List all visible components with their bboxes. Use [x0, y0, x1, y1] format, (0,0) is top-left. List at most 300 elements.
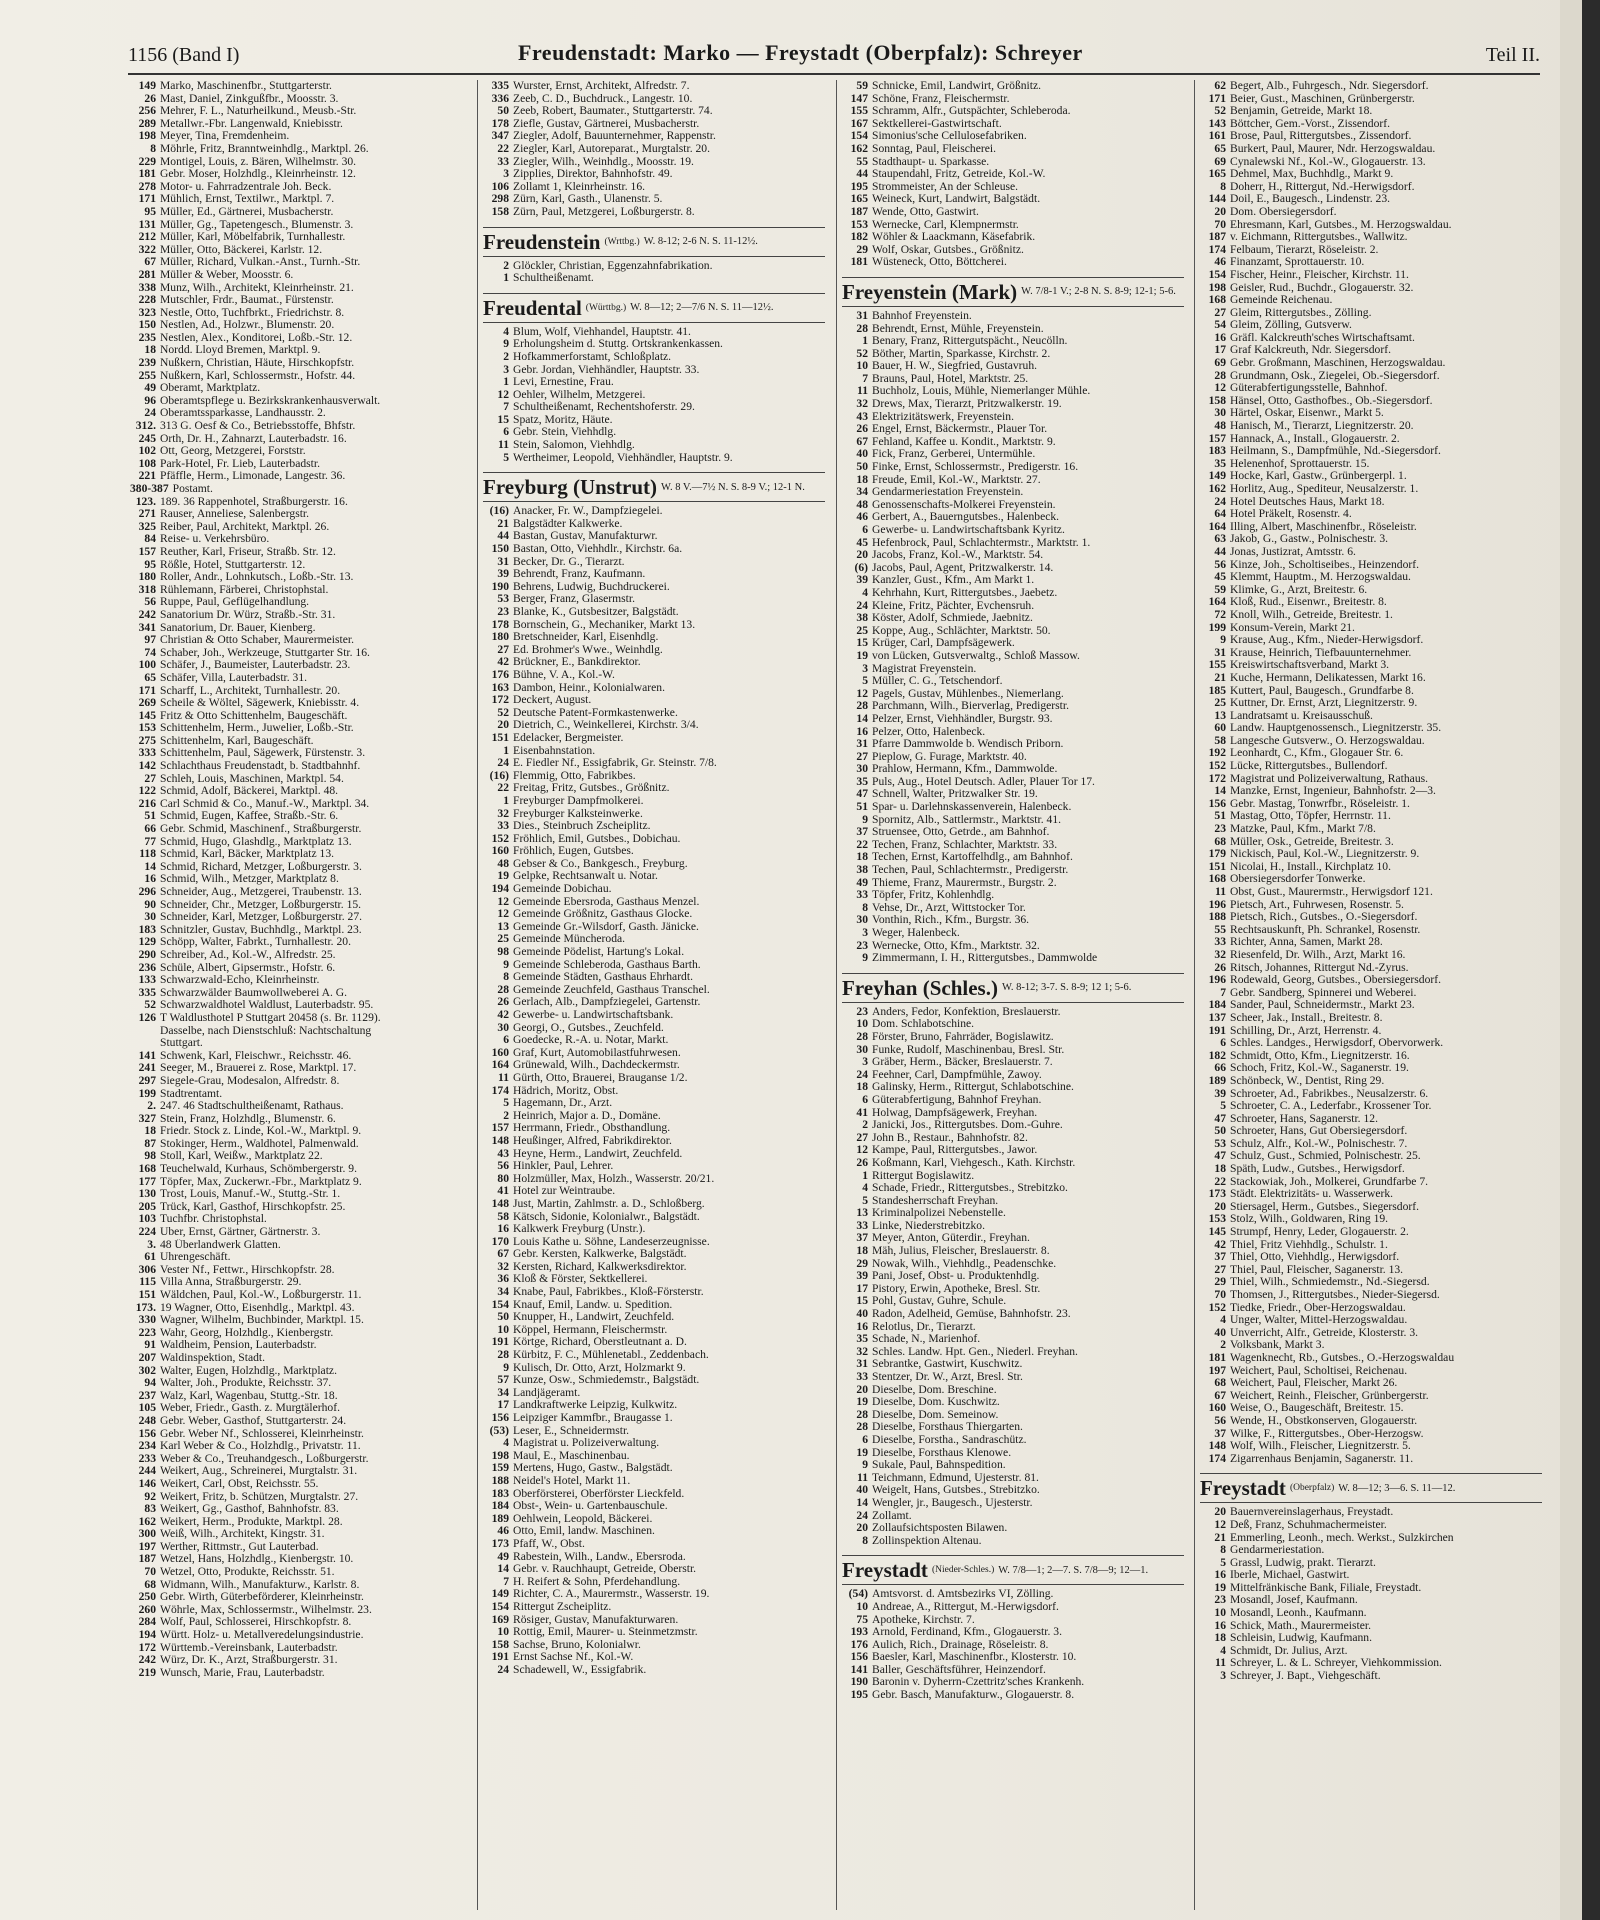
subscriber-name: Müller, Karl, Möbelfabrik, Turnhallestr. [160, 231, 346, 244]
subscriber-name: Rodewald, Georg, Gutsbes., Obersiegersdorf. [1230, 974, 1442, 987]
subscriber-name: Schmidt, Dr. Julius, Arzt. [1230, 1644, 1348, 1657]
subscriber-name: Schwarzwälder Baumwollweberei A. G. [160, 986, 348, 999]
subscriber-name: Schade, N., Marienhof. [872, 1333, 981, 1346]
directory-entry [842, 801, 1184, 814]
subscriber-name: Unger, Walter, Mittel-Herzogswaldau. [1230, 1314, 1408, 1327]
phone-number: 250 [138, 1591, 156, 1604]
subscriber-name: Schick, Math., Maurermeister. [1230, 1619, 1372, 1632]
subscriber-name: Erholungsheim d. Stuttg. Ortskrankenkassen. [513, 338, 723, 351]
column-3 [842, 80, 1184, 1910]
phone-number: 173 [1208, 1188, 1226, 1201]
directory-entry [1200, 470, 1542, 483]
subscriber-name: Brückner, E., Bankdirektor. [513, 656, 641, 669]
subscriber-name: Begert, Alb., Fuhrgesch., Ndr. Siegersdorf. [1230, 80, 1429, 92]
subscriber-name: Benjamin, Getreide, Markt 18. [1230, 105, 1373, 118]
phone-number: 40 [856, 1484, 868, 1497]
phone-number: 23 [497, 606, 509, 618]
subscriber-name: Ernst Sachse Nf., Kol.-W. [513, 1651, 634, 1664]
phone-number: 168 [1208, 294, 1226, 307]
subscriber-name: Christian & Otto Schaber, Maurermeister. [160, 634, 355, 647]
subscriber-name: Schultheißenamt, Rechentshoferstr. 29. [513, 401, 695, 414]
directory-entry [1200, 1453, 1542, 1466]
phone-number: 1 [503, 794, 509, 807]
phone-number: 323 [138, 306, 156, 319]
page-header [128, 40, 1540, 70]
directory-entry [483, 1437, 825, 1450]
subscriber-name: Stolz, Wilh., Goldwaren, Ring 19. [1230, 1213, 1389, 1226]
directory-entry [130, 1339, 472, 1352]
phone-number: 149 [491, 1588, 509, 1601]
subscriber-name: Wende, H., Obstkonserven, Glogauerstr. [1230, 1414, 1418, 1427]
phone-number: 221 [138, 470, 156, 483]
subscriber-name: Prahlow, Hermann, Kfm., Dammwolde. [872, 763, 1058, 776]
subscriber-name: Stoll, Karl, Weißw., Marktplatz 22. [160, 1150, 323, 1163]
subscriber-name: Schleisin, Ludwig, Kaufmann. [1230, 1632, 1373, 1645]
subscriber-name: Ott, Georg, Metzgerei, Forststr. [160, 445, 306, 458]
subscriber-name: Gemeinde Größnitz, Gasthaus Glocke. [513, 908, 693, 921]
subscriber-name: Müller, Osk., Getreide, Breitestr. 3. [1230, 835, 1394, 848]
subscriber-name: Richter, Anna, Samen, Markt 28. [1230, 936, 1383, 949]
phone-number: 56 [497, 1160, 509, 1173]
subscriber-name: Emmerling, Leonh., mech. Werkst., Sulzkirchen [1230, 1531, 1454, 1544]
directory-entry [842, 398, 1184, 411]
phone-number: 40 [856, 448, 868, 461]
subscriber-name: Kleine, Fritz, Pächter, Evchensruh. [872, 599, 1035, 612]
phone-number: 380-387 [130, 483, 169, 495]
subscriber-name: 48 Überlandwerk Glatten. [160, 1238, 281, 1251]
subscriber-name: Seeger, M., Brauerei z. Rose, Marktpl. 17. [160, 1062, 357, 1075]
subscriber-name: Eisenbahnstation. [513, 744, 596, 757]
phone-number: 103 [138, 1213, 156, 1226]
directory-entry [483, 1085, 825, 1098]
subscriber-name: Reuther, Karl, Friseur, Straßb. Str. 12. [160, 545, 336, 558]
subscriber-name: Spar- u. Darlehnskassenverein, Halenbeck. [872, 801, 1072, 814]
subscriber-name: Zollamt 1, Kleinrheinstr. 16. [513, 180, 646, 193]
subscriber-name: T Waldlusthotel P Stuttgart 20458 (s. Br. 1129). [160, 1011, 381, 1024]
phone-number: 255 [138, 369, 156, 382]
subscriber-name: Rottig, Emil, Maurer- u. Steinmetzmstr. [513, 1626, 698, 1639]
phone-number: 298 [491, 193, 509, 206]
directory-entry [483, 1072, 825, 1085]
directory-entry [130, 1037, 472, 1050]
phone-number: 27 [1214, 306, 1226, 319]
phone-number: 70 [1214, 1289, 1226, 1301]
subscriber-name: Wagner, Wilhelm, Buchbinder, Marktpl. 15. [160, 1314, 364, 1327]
subscriber-name: Doherr, H., Rittergut, Nd.-Herwigsdorf. [1230, 180, 1415, 193]
subscriber-name: Nestlen, Alex., Konditorei, Loßb.-Str. 12. [160, 331, 353, 344]
directory-entry [1200, 873, 1542, 886]
directory-entry [842, 1081, 1184, 1094]
running-title: Freudenstadt: Marko — Freystadt (Oberpfalz): Schreyer [518, 40, 1083, 65]
directory-entry [842, 1182, 1184, 1195]
directory-entry [130, 1025, 472, 1038]
directory-entry [842, 889, 1184, 902]
phone-number: 10 [856, 1600, 868, 1613]
subscriber-name: Schlachthaus Freudenstadt, b. Stadtbahnhf. [160, 760, 361, 773]
subscriber-name: Holwag, Dampfsägewerk, Freyhan. [872, 1106, 1038, 1119]
directory-entry [483, 1097, 825, 1110]
directory-entry [483, 1160, 825, 1173]
phone-number: 14 [497, 1563, 509, 1576]
subscriber-name: Klemmt, Hauptm., M. Herzogswaldau. [1230, 571, 1411, 584]
directory-entry [130, 319, 472, 332]
directory-entry [842, 118, 1184, 131]
phone-number: 170 [491, 1235, 509, 1248]
column-1 [130, 80, 472, 1910]
directory-entry [1200, 798, 1542, 811]
subscriber-name: Knupper, H., Landwirt, Zeuchfeld. [513, 1311, 675, 1324]
phone-number: 66 [144, 823, 156, 836]
subscriber-name: Pieplow, G. Furage, Marktstr. 40. [872, 750, 1027, 763]
phone-number: 167 [850, 117, 868, 130]
phone-number: 74 [144, 646, 156, 659]
directory-entry [842, 323, 1184, 336]
directory-entry [130, 1138, 472, 1151]
subscriber-name: Schittenhelm, Herm., Juwelier, Loßb.-Str. [160, 722, 354, 735]
directory-entry [842, 1639, 1184, 1652]
directory-entry [130, 420, 472, 433]
subscriber-name: Schittenhelm, Karl, Baugeschäft. [160, 734, 314, 747]
subscriber-name: Gebr. Mastag, Tonwrfbr., Röseleistr. 1. [1230, 797, 1410, 810]
directory-entry [130, 307, 472, 320]
directory-entry [842, 1676, 1184, 1689]
subscriber-name: Waldheim, Pension, Lauterbadstr. [160, 1339, 317, 1352]
phone-number: 151 [1208, 860, 1226, 873]
directory-entry [842, 1447, 1184, 1460]
directory-entry [1200, 1125, 1542, 1138]
directory-entry [130, 156, 472, 169]
directory-entry [483, 272, 825, 285]
directory-entry [130, 962, 472, 975]
subscriber-name: Geisler, Rud., Buchdr., Glogauerstr. 32. [1230, 281, 1414, 294]
phone-number: 17 [497, 1399, 509, 1412]
phone-number: 153 [850, 218, 868, 231]
directory-entry [1200, 357, 1542, 370]
subscriber-name: Bahnhof Freyenstein. [872, 309, 972, 322]
subscriber-name: Galinsky, Herm., Rittergut, Schlabotschine. [872, 1081, 1074, 1094]
directory-entry [842, 1270, 1184, 1283]
phone-number: 18 [144, 344, 156, 357]
directory-entry [483, 1362, 825, 1375]
directory-entry [842, 1472, 1184, 1485]
subscriber-name: Gewerbe- u. Landwirtschaftsbank. [513, 1009, 674, 1021]
directory-entry [842, 1220, 1184, 1233]
phone-number: 302 [138, 1364, 156, 1377]
phone-number: 21 [1214, 1531, 1226, 1544]
subscriber-name: Hotel zur Weintraube. [513, 1185, 616, 1198]
directory-entry [1200, 571, 1542, 584]
directory-entry [483, 1551, 825, 1564]
subscriber-name: Zeeb, Robert, Baumater., Stuttgarterstr. 74. [513, 105, 713, 118]
directory-entry [130, 1516, 472, 1529]
subscriber-name: Uber, Ernst, Gärtner, Gärtnerstr. 3. [160, 1226, 321, 1239]
directory-entry [1200, 1339, 1542, 1352]
phone-number: 1 [503, 272, 509, 285]
phone-number: 2 [503, 1109, 509, 1122]
subscriber-name: Gräber, Herm., Bäcker, Breslauerstr. 7. [872, 1056, 1053, 1069]
directory-entry [130, 609, 472, 622]
subscriber-name: Grundmann, Osk., Ziegelei, Ob.-Siegersdorf. [1230, 369, 1440, 382]
directory-entry [130, 269, 472, 282]
subscriber-name: Schwarzwald-Echo, Kleinrheinstr. [160, 974, 320, 987]
subscriber-name: Sukale, Paul, Bahnspedition. [872, 1459, 1006, 1472]
subscriber-name: Marko, Maschinenfbr., Stuttgarterstr. [160, 80, 332, 92]
subscriber-name: Mast, Daniel, Zinkgußfbr., Moosstr. 3. [160, 92, 339, 105]
subscriber-name: Schmid, Wilh., Metzger, Marktplatz 8. [160, 873, 339, 886]
subscriber-name: Motor- u. Fahrradzentrale Joh. Beck. [160, 180, 332, 193]
directory-entry [483, 1022, 825, 1035]
phone-number: 84 [144, 533, 156, 546]
directory-entry [483, 1425, 825, 1438]
directory-entry [1200, 609, 1542, 622]
directory-entry [842, 156, 1184, 169]
phone-number: 52 [497, 706, 509, 719]
subscriber-name: Neidel's Hotel, Markt 11. [513, 1474, 631, 1487]
phone-number: 10 [497, 1323, 509, 1336]
phone-number: 41 [856, 1106, 868, 1119]
phone-number: 137 [1208, 1011, 1226, 1024]
subscriber-name: Güterabfertigungsstelle, Bahnhof. [1230, 382, 1388, 395]
directory-entry [842, 1497, 1184, 1510]
directory-entry [483, 1185, 825, 1198]
subscriber-name: Kuche, Hermann, Delikatessen, Markt 16. [1230, 671, 1426, 684]
phone-number: 67 [144, 256, 156, 269]
directory-entry [483, 1664, 825, 1677]
subscriber-name: Rittergut Zscheiplitz. [513, 1600, 612, 1613]
phone-number: 27 [497, 643, 509, 656]
subscriber-name: Dom. Schlabotschine. [872, 1018, 975, 1031]
subscriber-name: Felbaum, Tierarzt, Röseleistr. 2. [1230, 243, 1379, 256]
directory-entry [842, 839, 1184, 852]
subscriber-name: Hocke, Karl, Gastw., Grünbergerpl. 1. [1230, 470, 1407, 483]
phone-number: 24 [497, 1663, 509, 1676]
phone-number: 256 [138, 105, 156, 118]
directory-entry [842, 1031, 1184, 1044]
subscriber-name: Knabe, Paul, Fabrikbes., Kloß-Försterstr. [513, 1286, 704, 1299]
subscriber-name: Volksbank, Markt 3. [1230, 1339, 1325, 1352]
subscriber-name: Linke, Niederstrebitzko. [872, 1219, 985, 1232]
subscriber-name: Rühlemann, Färberei, Christophstal. [160, 583, 329, 596]
subscriber-name: Stokinger, Herm., Waldhotel, Palmenwald. [160, 1137, 359, 1150]
subscriber-name: Dieselbe, Dom. Semeinow. [872, 1408, 999, 1421]
subscriber-name: Müller, Gg., Tapetengesch., Blumenstr. 3. [160, 218, 354, 231]
phone-number: 33 [1214, 936, 1226, 949]
subscriber-name: Schulz, Alfr., Kol.-W., Polnischestr. 7. [1230, 1137, 1408, 1150]
subscriber-name: Fischer, Heinr., Fleischer, Kirchstr. 11. [1230, 268, 1409, 281]
directory-entry [842, 1295, 1184, 1308]
phone-number: 15 [856, 637, 868, 650]
subscriber-name: Zimmermann, I. H., Rittergutsbes., Dammwolde [872, 952, 1098, 965]
subscriber-name: Techen, Franz, Schlachter, Marktstr. 33. [872, 838, 1058, 851]
phone-number: 55 [856, 155, 868, 168]
directory-entry [130, 1239, 472, 1252]
subscriber-name: Weichert, Reinh., Fleischer, Grünbergerstr. [1230, 1389, 1429, 1402]
phone-number: 318 [138, 583, 156, 596]
directory-entry [1200, 445, 1542, 458]
directory-entry [1200, 1201, 1542, 1214]
subscriber-name: Gräfl. Kalckreuth'sches Wirtschaftsamt. [1230, 331, 1415, 344]
phone-number: 13 [1214, 709, 1226, 722]
subscriber-name: Klimke, G., Arzt, Breitestr. 6. [1230, 583, 1368, 596]
phone-number: 32 [856, 1345, 868, 1358]
directory-entry [1200, 848, 1542, 861]
phone-number: 50 [497, 105, 509, 118]
directory-entry [483, 1475, 825, 1488]
directory-entry [483, 732, 825, 745]
subscriber-name: Stentzer, Dr. W., Arzt, Bresl. Str. [872, 1371, 1023, 1383]
phone-number: 11 [498, 439, 509, 452]
directory-entry [842, 499, 1184, 512]
phone-number: 129 [138, 936, 156, 949]
town-heading [483, 293, 825, 323]
phone-number: 143 [1208, 117, 1226, 130]
phone-number: 19 [497, 870, 509, 883]
directory-entry [842, 411, 1184, 424]
subscriber-name: Gebr. v. Rauchhaupt, Getreide, Oberstr. [513, 1563, 697, 1576]
phone-number: 4 [1220, 1314, 1226, 1327]
phone-number: 7 [1220, 986, 1226, 999]
phone-number: 9 [862, 952, 868, 965]
directory-entry [842, 1484, 1184, 1497]
directory-entry [483, 1488, 825, 1501]
phone-number: 184 [491, 1500, 509, 1513]
phone-number: 36 [497, 1273, 509, 1286]
phone-number: 46 [497, 1525, 509, 1538]
directory-entry [130, 193, 472, 206]
phone-number: 95 [144, 205, 156, 218]
phone-number: 239 [138, 357, 156, 370]
directory-entry [842, 537, 1184, 550]
phone-number: 34 [497, 1386, 509, 1399]
subscriber-name: Walz, Karl, Wagenbau, Stuttg.-Str. 18. [160, 1389, 338, 1402]
subscriber-name: Scheile & Wöltel, Sägewerk, Kniebisstr. 4. [160, 697, 360, 710]
directory-entry [483, 1588, 825, 1601]
directory-entry [483, 1651, 825, 1664]
subscriber-name: Weikert, Gg., Gasthof, Bahnhofstr. 83. [160, 1503, 339, 1516]
phone-number: 4 [503, 325, 509, 338]
phone-number: 9 [503, 338, 509, 351]
phone-number: 18 [1214, 1632, 1226, 1645]
phone-number: 46 [856, 511, 868, 524]
phone-number: 42 [1214, 1238, 1226, 1251]
subscriber-name: Gebr. Basch, Manufakturw., Glogauerstr. 8. [872, 1689, 1075, 1702]
subscriber-name: Nußkern, Karl, Schlossermstr., Hofstr. 44. [160, 369, 356, 382]
subscriber-name: Mastag, Otto, Töpfer, Herrnstr. 11. [1230, 810, 1391, 823]
subscriber-name: Dambon, Heinr., Kolonialwaren. [513, 681, 665, 694]
directory-entry [1200, 319, 1542, 332]
subscriber-name: Fröhlich, Eugen, Gutsbes. [513, 845, 634, 858]
phone-number: 12 [856, 687, 868, 700]
subscriber-name: Rittergut Bogislawitz. [872, 1169, 975, 1182]
phone-number: 100 [138, 659, 156, 672]
phone-number: 20 [1214, 1200, 1226, 1213]
directory-entry [842, 130, 1184, 143]
phone-number: 8 [862, 901, 868, 914]
subscriber-name: Kreiswirtschaftsverband, Markt 3. [1230, 659, 1390, 672]
phone-number: 72 [1214, 608, 1226, 621]
phone-number: 83 [144, 1503, 156, 1516]
directory-entry [130, 1503, 472, 1516]
phone-number: 187 [138, 1553, 156, 1566]
directory-entry [130, 899, 472, 912]
subscriber-name: Bastan, Gustav, Manufakturwr. [513, 530, 658, 543]
phone-number: 22 [856, 838, 868, 851]
directory-entry [1200, 130, 1542, 143]
phone-number: 183 [138, 923, 156, 936]
directory-entry [842, 80, 1184, 93]
directory-entry [130, 521, 472, 534]
subscriber-name: Dieselbe, Dom. Breschine. [872, 1383, 997, 1396]
directory-entry [1200, 1276, 1542, 1289]
phone-number: 44 [1214, 545, 1226, 558]
subscriber-name: Schwarzwaldhotel Waldlust, Lauterbadstr. 95. [160, 999, 374, 1012]
phone-number: 278 [138, 180, 156, 193]
subscriber-name: Hänsel, Otto, Gasthofbes., Ob.-Siegersdorf. [1230, 394, 1433, 407]
phone-number: 57 [497, 1374, 509, 1387]
phone-number: 26 [497, 996, 509, 1009]
phone-number: 56 [1214, 558, 1226, 571]
phone-number: 61 [144, 1251, 156, 1264]
subscriber-name: Schmidt, Otto, Kfm., Liegnitzerstr. 16. [1230, 1049, 1410, 1062]
directory-entry [1200, 622, 1542, 635]
phone-number: 327 [138, 1112, 156, 1125]
phone-number: 16 [144, 873, 156, 886]
directory-entry [130, 1276, 472, 1289]
subscriber-name: Schramm, Alfr., Gutspächter, Schleberoda. [872, 105, 1071, 118]
phone-number: 24 [856, 599, 868, 612]
subscriber-name: Wolf, Paul, Schlosserei, Hirschkopfstr. 8. [160, 1616, 352, 1629]
directory-entry [483, 795, 825, 808]
subscriber-name: Heinrich, Major a. D., Domäne. [513, 1109, 661, 1122]
phone-number: 38 [856, 612, 868, 625]
subscriber-name: Mosandl, Leonh., Kaufmann. [1230, 1607, 1367, 1620]
subscriber-name: Drews, Max, Tierarzt, Pritzwalkerstr. 19. [872, 398, 1062, 411]
subscriber-name: Aulich, Rich., Drainage, Röseleistr. 8. [872, 1638, 1049, 1651]
directory-entry [1200, 936, 1542, 949]
subscriber-name: Ritsch, Johannes, Rittergut Nd.-Zyrus. [1230, 961, 1409, 974]
subscriber-name: Weikert, Aug., Schreinerei, Murgtalstr. 31. [160, 1465, 358, 1478]
subscriber-name: Rauser, Anneliese, Salenbergstr. [160, 508, 310, 521]
subscriber-name: Edelacker, Bergmeister. [513, 731, 624, 744]
column-2 [483, 80, 825, 1910]
phone-number: 20 [856, 1383, 868, 1396]
subscriber-name: Riesenfeld, Dr. Wilh., Arzt, Markt 16. [1230, 948, 1406, 961]
directory-entry [130, 861, 472, 874]
directory-entry [842, 1409, 1184, 1422]
directory-entry [130, 722, 472, 735]
phone-number: 32 [1214, 948, 1226, 961]
directory-entry [1200, 1415, 1542, 1428]
directory-entry [842, 105, 1184, 118]
phone-number: (16) [489, 505, 509, 518]
directory-entry [842, 1056, 1184, 1069]
phone-number: 184 [1208, 999, 1226, 1012]
directory-entry [842, 663, 1184, 676]
phone-number: 23 [1214, 1594, 1226, 1607]
phone-number: 171 [1208, 92, 1226, 105]
directory-entry [130, 596, 472, 609]
phone-number: 49 [144, 382, 156, 395]
phone-number: 31 [856, 309, 868, 322]
directory-entry [1200, 370, 1542, 383]
directory-entry [130, 1667, 472, 1680]
phone-number: 160 [1208, 1402, 1226, 1415]
town-name: Freyenstein (Mark) [842, 279, 1018, 304]
subscriber-name: Standesherrschaft Freyhan. [872, 1194, 999, 1207]
phone-number: 11 [857, 1471, 868, 1484]
phone-number: 25 [497, 933, 509, 946]
subscriber-name: Weber & Co., Treuhandgesch., Loßburgerstr. [160, 1452, 369, 1465]
